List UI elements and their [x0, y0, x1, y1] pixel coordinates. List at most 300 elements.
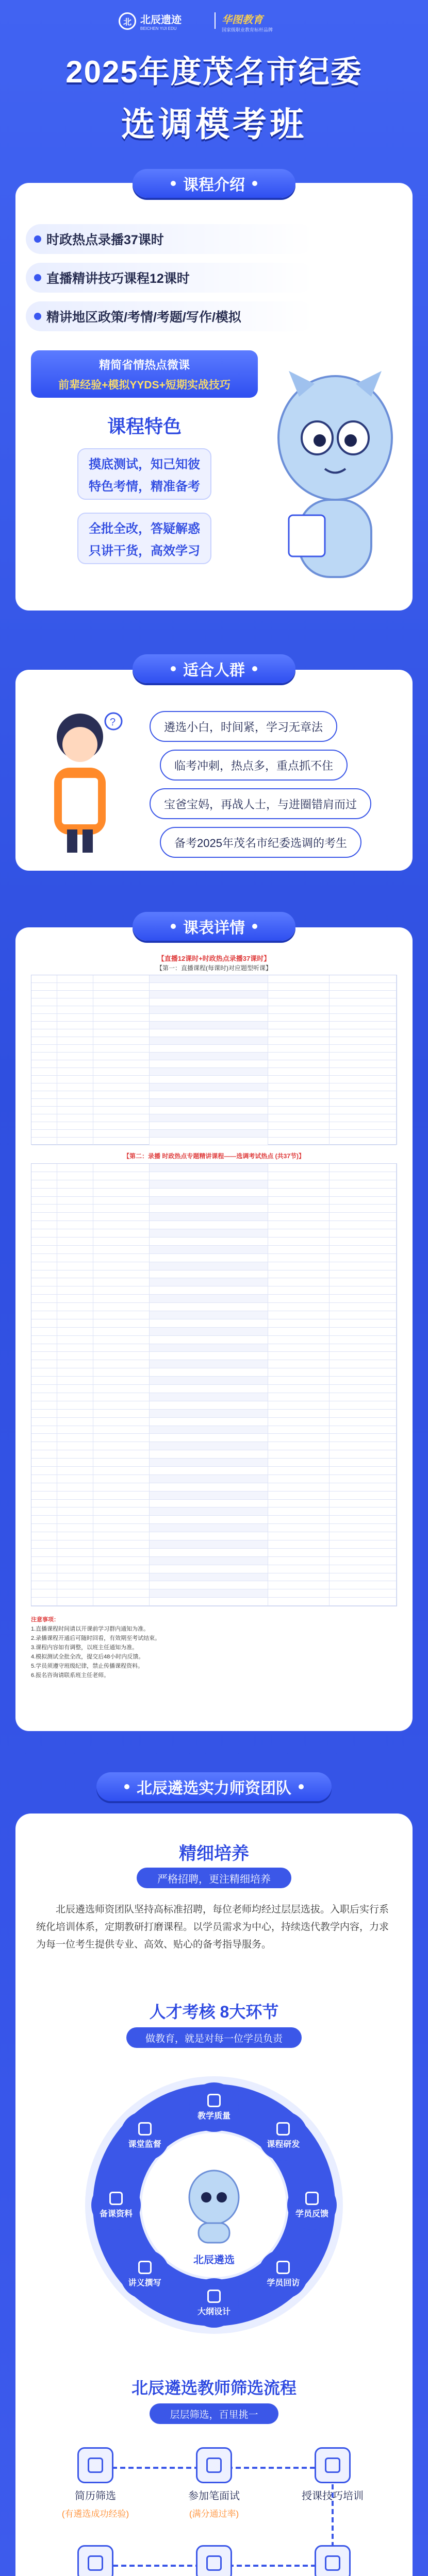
table-cell — [31, 1286, 57, 1294]
step-icon — [196, 2447, 232, 2483]
table-cell — [268, 1037, 330, 1044]
table-cell — [57, 1450, 93, 1458]
table-cell — [31, 1122, 57, 1129]
table-cell — [268, 1344, 330, 1352]
feature-box: 摸底测试，知己知彼 特色考情，精准备考 — [77, 448, 211, 500]
table-cell — [268, 1278, 330, 1286]
table-cell — [93, 1450, 150, 1458]
table-row — [31, 1164, 397, 1172]
table-cell — [57, 1107, 93, 1114]
table-row — [31, 1492, 397, 1500]
table-cell — [93, 1426, 150, 1434]
table-cell — [268, 1122, 330, 1129]
table-cell — [150, 1083, 268, 1091]
table-cell — [150, 1598, 268, 1605]
table-cell — [57, 1262, 93, 1270]
step-icon — [196, 2545, 232, 2576]
table-cell — [268, 1068, 330, 1075]
table-cell — [57, 1246, 93, 1253]
table-cell — [93, 1006, 150, 1013]
table-cell — [93, 991, 150, 998]
table-cell — [150, 1311, 268, 1319]
step-icon — [315, 2447, 351, 2483]
table-cell — [330, 1076, 397, 1083]
brand-logo — [119, 11, 182, 31]
table-cell — [31, 1418, 57, 1426]
table-cell — [31, 1368, 57, 1376]
table-cell — [330, 1467, 397, 1475]
table-row — [31, 1213, 397, 1221]
ring-node-label: 学员回访 — [267, 2278, 300, 2287]
table-row — [31, 1114, 397, 1122]
table-cell — [268, 1053, 330, 1060]
audience-item: 临考冲刺，热点多，重点抓不住 — [160, 750, 348, 781]
table-cell — [268, 1368, 330, 1376]
table-cell — [150, 1189, 268, 1196]
table-cell — [330, 1393, 397, 1401]
table-cell — [31, 1262, 57, 1270]
table-cell — [31, 1475, 57, 1483]
ring-node-icon — [138, 2122, 152, 2136]
lead-sub: 严格招聘，更注精细培养 — [137, 1868, 291, 1888]
table-cell — [150, 1029, 268, 1037]
table-cell — [330, 1213, 397, 1221]
table-cell — [150, 1221, 268, 1229]
logo-icon: 北 — [119, 12, 136, 30]
table-cell — [31, 1377, 57, 1384]
table-cell — [93, 1045, 150, 1052]
table-cell — [330, 1246, 397, 1253]
process-step — [49, 2447, 142, 2519]
table-cell — [268, 1426, 330, 1434]
table-cell — [93, 1467, 150, 1475]
table-cell — [330, 1114, 397, 1122]
table-cell — [150, 1557, 268, 1565]
table-cell — [268, 1581, 330, 1589]
table-cell — [31, 1589, 57, 1597]
table-cell — [31, 983, 57, 990]
table-row — [31, 1557, 397, 1565]
table-cell — [57, 1286, 93, 1294]
table-cell — [150, 1180, 268, 1188]
table-cell — [31, 1459, 57, 1466]
table-cell — [31, 1091, 57, 1098]
table-cell — [31, 1492, 57, 1499]
table-cell — [31, 1483, 57, 1491]
table-cell — [57, 1598, 93, 1605]
table-row — [31, 1262, 397, 1270]
table-cell — [150, 998, 268, 1006]
table-cell — [268, 1524, 330, 1532]
svg-text:?: ? — [110, 717, 116, 728]
table-cell — [330, 1598, 397, 1605]
table-row — [31, 1246, 397, 1254]
table-cell — [268, 1393, 330, 1401]
table-cell — [150, 1197, 268, 1205]
table-row — [31, 1229, 397, 1238]
table-cell — [93, 1270, 150, 1278]
table-cell — [93, 1014, 150, 1021]
table-cell — [268, 1336, 330, 1344]
table-cell — [93, 1311, 150, 1319]
step-note: (满分通过率) — [189, 2509, 239, 2519]
table-cell — [57, 1459, 93, 1466]
table-cell — [31, 998, 57, 1006]
table-row — [31, 1377, 397, 1385]
table-cell — [268, 1197, 330, 1205]
table-row — [31, 1507, 397, 1516]
table-cell — [330, 1221, 397, 1229]
table-cell — [57, 1229, 93, 1237]
table-cell — [93, 1352, 150, 1360]
table-cell — [57, 1122, 93, 1129]
table-cell — [330, 1516, 397, 1523]
table-cell — [57, 1467, 93, 1475]
ring-node-icon — [276, 2122, 290, 2136]
page-title — [0, 47, 428, 146]
table-cell — [150, 1229, 268, 1237]
table-cell — [330, 1091, 397, 1098]
table-cell — [31, 1221, 57, 1229]
ring-title: 人才考核 8大环节 — [149, 2003, 279, 2021]
table-cell — [31, 1328, 57, 1335]
table-cell — [330, 1270, 397, 1278]
table-cell — [93, 1246, 150, 1253]
table-cell — [268, 1565, 330, 1573]
table-cell — [268, 1352, 330, 1360]
table-row — [31, 1483, 397, 1492]
table-cell — [57, 1205, 93, 1212]
table-cell — [330, 1418, 397, 1426]
process-flow — [36, 2437, 392, 2576]
table-cell — [93, 1295, 150, 1302]
table-row — [31, 1598, 397, 1606]
table-cell — [150, 1172, 268, 1180]
table-row — [31, 1270, 397, 1279]
table-cell — [330, 1401, 397, 1409]
ring-node-icon — [305, 2192, 319, 2205]
table-cell — [31, 1029, 57, 1037]
table-cell — [31, 1311, 57, 1319]
table-cell — [57, 1076, 93, 1083]
schedule-header-1: 【直播12课时+时政热点录播37课时】 — [157, 955, 271, 962]
table-cell — [93, 1581, 150, 1589]
table-cell — [31, 1197, 57, 1205]
table-cell — [57, 975, 93, 982]
table-cell — [93, 1122, 150, 1129]
table-cell — [330, 1006, 397, 1013]
table-cell — [57, 1006, 93, 1013]
table-cell — [268, 1557, 330, 1565]
ring-node-icon — [109, 2192, 123, 2205]
table-row — [31, 1278, 397, 1286]
table-cell — [93, 1213, 150, 1221]
table-row — [31, 983, 397, 991]
title-line-1: 2025年度茂名市纪委 — [65, 55, 363, 89]
table-row — [31, 1254, 397, 1262]
table-cell — [330, 1189, 397, 1196]
table-cell — [31, 1189, 57, 1196]
logo-sub: BEICHEN YIJI EDU — [140, 26, 177, 31]
table-cell — [150, 1360, 268, 1368]
table-cell — [93, 1068, 150, 1075]
table-cell — [93, 1197, 150, 1205]
table-cell — [150, 1450, 268, 1458]
ring-center-label: 北辰遴选 — [193, 2255, 235, 2266]
table-cell — [330, 1492, 397, 1499]
table-cell — [150, 1076, 268, 1083]
table-row — [31, 1130, 397, 1138]
table-cell — [150, 1492, 268, 1499]
table-cell — [93, 1401, 150, 1409]
table-cell — [330, 1328, 397, 1335]
audience-item: 宝爸宝妈，再战人士，与进圈错肩而过 — [150, 788, 371, 819]
table-cell — [268, 1006, 330, 1013]
table-cell — [57, 1589, 93, 1597]
logo-text: 北辰遗迹 — [140, 14, 182, 26]
table-cell — [268, 1045, 330, 1052]
step-note: (有遴选成功经验) — [61, 2509, 129, 2519]
table-cell — [150, 1426, 268, 1434]
table-cell — [57, 1083, 93, 1091]
audience-item: 备考2025年茂名市纪委选调的考生 — [160, 827, 361, 858]
table-cell — [330, 1475, 397, 1483]
table-cell — [150, 1589, 268, 1597]
table-cell — [150, 1401, 268, 1409]
table-cell — [93, 1278, 150, 1286]
table-row — [31, 1172, 397, 1180]
table-cell — [330, 1254, 397, 1262]
table-cell — [93, 1475, 150, 1483]
table-cell — [330, 1029, 397, 1037]
note-line: 2.录播课程开通后可随时回看，有效期至考试结束。 — [31, 1635, 161, 1641]
table-cell — [57, 1344, 93, 1352]
table-cell — [268, 1598, 330, 1605]
table-cell — [57, 1238, 93, 1245]
table-cell — [57, 991, 93, 998]
step-label: 参加笔面试 — [188, 2490, 240, 2502]
schedule-table-recorded — [31, 1163, 397, 1606]
table-cell — [330, 1565, 397, 1573]
process-step — [168, 2447, 260, 2519]
table-cell — [57, 1581, 93, 1589]
table-cell — [330, 1238, 397, 1245]
table-cell — [31, 1114, 57, 1122]
course-banner — [31, 350, 258, 398]
note-line: 3.课程内容如有调整，以班主任通知为准。 — [31, 1645, 138, 1651]
lead-title: 精细培养 — [179, 1844, 249, 1863]
table-row — [31, 1589, 397, 1598]
table-cell — [93, 1114, 150, 1122]
table-cell — [150, 1006, 268, 1013]
table-cell — [31, 1393, 57, 1401]
table-cell — [330, 1022, 397, 1029]
table-cell — [31, 1557, 57, 1565]
table-cell — [31, 1303, 57, 1311]
table-cell — [57, 1401, 93, 1409]
table-cell — [330, 1557, 397, 1565]
table-cell — [268, 983, 330, 990]
ring-node-icon — [138, 2261, 152, 2274]
table-cell — [150, 1254, 268, 1262]
note-line: 1.直播课程时间请以开课前学习群内通知为准。 — [31, 1626, 150, 1632]
table-cell — [31, 1130, 57, 1137]
faculty-title: 北辰遴选实力师资团队 — [96, 1772, 332, 1801]
table-cell — [268, 1319, 330, 1327]
table-cell — [93, 1557, 150, 1565]
table-cell — [150, 1164, 268, 1172]
table-cell — [57, 1442, 93, 1450]
table-cell — [150, 1053, 268, 1060]
table-row — [31, 1524, 397, 1532]
table-cell — [57, 1022, 93, 1029]
header — [0, 0, 428, 170]
table-cell — [150, 1091, 268, 1098]
ring-node — [258, 2249, 308, 2299]
table-row — [31, 1107, 397, 1114]
table-cell — [268, 975, 330, 982]
table-cell — [330, 1068, 397, 1075]
table-cell — [150, 1516, 268, 1523]
table-cell — [31, 1319, 57, 1327]
table-cell — [57, 1045, 93, 1052]
note-line: 4.模拟测试全批全改，提交后48小时内反馈。 — [31, 1654, 144, 1660]
table-cell — [93, 1540, 150, 1548]
table-cell — [150, 1037, 268, 1044]
table-row — [31, 1099, 397, 1107]
table-cell — [57, 1573, 93, 1581]
table-row — [31, 1122, 397, 1130]
table-cell — [268, 1083, 330, 1091]
table-row — [31, 1045, 397, 1053]
schedule-table-live — [31, 975, 397, 1145]
table-cell — [150, 1213, 268, 1221]
table-cell — [31, 1172, 57, 1180]
table-cell — [57, 1029, 93, 1037]
table-cell — [150, 1045, 268, 1052]
table-cell — [93, 1507, 150, 1515]
table-cell — [57, 1500, 93, 1507]
table-cell — [31, 1540, 57, 1548]
table-row — [31, 1328, 397, 1336]
table-cell — [93, 1492, 150, 1499]
table-cell — [268, 1532, 330, 1540]
table-cell — [268, 1295, 330, 1302]
table-cell — [330, 1483, 397, 1491]
table-cell — [330, 1532, 397, 1540]
table-row — [31, 1068, 397, 1076]
table-row — [31, 1516, 397, 1524]
table-cell — [330, 1319, 397, 1327]
table-cell — [150, 1107, 268, 1114]
table-cell — [57, 1352, 93, 1360]
table-cell — [31, 1360, 57, 1368]
table-cell — [31, 1401, 57, 1409]
table-cell — [57, 1385, 93, 1393]
table-cell — [268, 1475, 330, 1483]
table-cell — [150, 991, 268, 998]
schedule-title: 课表详情 — [133, 912, 295, 941]
table-cell — [330, 1434, 397, 1442]
table-cell — [268, 1516, 330, 1523]
table-cell — [57, 1099, 93, 1106]
audience-item: 遴选小白，时间紧，学习无章法 — [150, 711, 337, 742]
table-row — [31, 1091, 397, 1099]
table-cell — [57, 1418, 93, 1426]
table-cell — [268, 1500, 330, 1507]
note-line: 5.学员须遵守班级纪律，禁止传播课程资料。 — [31, 1663, 144, 1669]
table-cell — [93, 1254, 150, 1262]
step-icon — [77, 2447, 113, 2483]
table-cell — [57, 1221, 93, 1229]
table-cell — [31, 1344, 57, 1352]
table-cell — [31, 1213, 57, 1221]
table-cell — [268, 1172, 330, 1180]
table-cell — [150, 1532, 268, 1540]
table-cell — [150, 1540, 268, 1548]
table-cell — [57, 1270, 93, 1278]
table-cell — [57, 1336, 93, 1344]
table-cell — [268, 1254, 330, 1262]
table-cell — [268, 1434, 330, 1442]
table-cell — [31, 1037, 57, 1044]
table-cell — [93, 1229, 150, 1237]
ring-sub: 做教育，就是对每一位学员负责 — [126, 2027, 302, 2048]
table-cell — [31, 1238, 57, 1245]
table-cell — [330, 1442, 397, 1450]
table-cell — [93, 1565, 150, 1573]
table-cell — [93, 1221, 150, 1229]
table-cell — [57, 1540, 93, 1548]
table-cell — [57, 1483, 93, 1491]
table-cell — [150, 1122, 268, 1129]
table-cell — [268, 1459, 330, 1466]
table-cell — [31, 1083, 57, 1091]
table-cell — [330, 1507, 397, 1515]
table-cell — [57, 1507, 93, 1515]
process-sub: 层层筛选，百里挑一 — [150, 2403, 278, 2424]
table-row — [31, 1549, 397, 1557]
table-cell — [31, 1076, 57, 1083]
table-cell — [268, 1418, 330, 1426]
table-cell — [150, 1377, 268, 1384]
table-cell — [57, 1213, 93, 1221]
table-cell — [330, 1205, 397, 1212]
table-cell — [93, 1060, 150, 1067]
table-cell — [330, 1360, 397, 1368]
table-cell — [57, 1549, 93, 1556]
table-row — [31, 1410, 397, 1418]
table-cell — [268, 1060, 330, 1067]
table-row — [31, 1385, 397, 1393]
table-cell — [93, 1286, 150, 1294]
table-cell — [330, 1426, 397, 1434]
table-cell — [31, 1598, 57, 1605]
table-cell — [268, 1091, 330, 1098]
table-row — [31, 1360, 397, 1368]
ring-node-label: 学员反馈 — [295, 2209, 328, 2218]
table-row — [31, 1138, 397, 1145]
table-cell — [57, 1130, 93, 1137]
table-cell — [330, 1303, 397, 1311]
table-cell — [31, 1507, 57, 1515]
table-cell — [93, 1076, 150, 1083]
table-cell — [150, 1060, 268, 1067]
table-cell — [31, 1053, 57, 1060]
feature-box: 全批全改，答疑解惑 只讲干货，高效学习 — [77, 513, 211, 564]
table-cell — [150, 1295, 268, 1302]
table-cell — [57, 1492, 93, 1499]
